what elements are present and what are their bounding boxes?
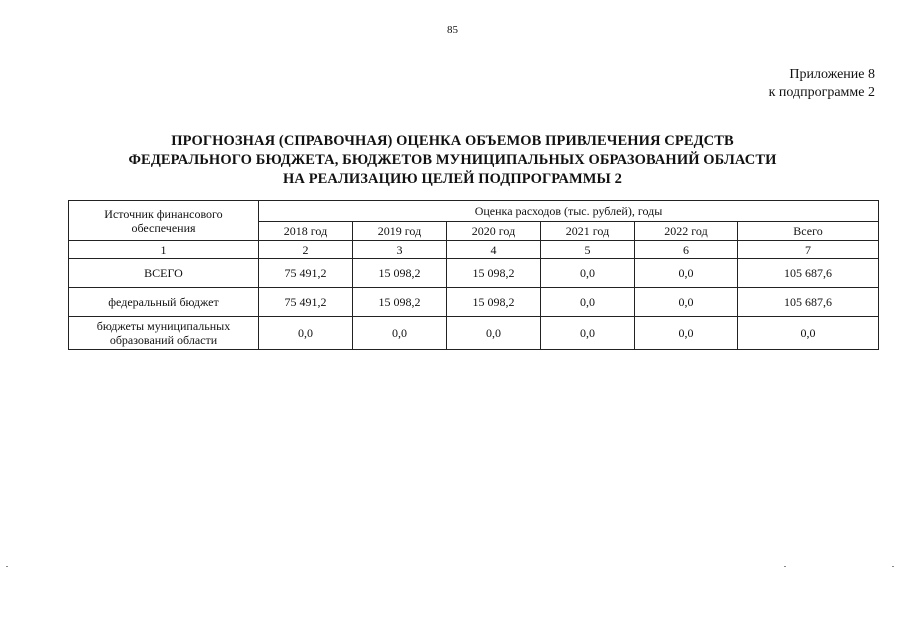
value-cell: 15 098,2 <box>353 288 447 317</box>
value-cell: 0,0 <box>541 288 635 317</box>
scan-mark <box>892 566 894 567</box>
row-label <box>69 317 259 350</box>
column-number-cell: 7 <box>738 241 879 259</box>
total-value-cell: 105 687,6 <box>738 259 879 288</box>
total-header-cell: Всего <box>738 222 879 241</box>
scan-mark <box>784 566 786 567</box>
total-value-cell: 105 687,6 <box>738 288 879 317</box>
title-line-3: НА РЕАЛИЗАЦИЮ ЦЕЛЕЙ ПОДПРОГРАММЫ 2 <box>283 171 622 187</box>
table-row <box>69 317 879 350</box>
column-number-cell: 4 <box>447 241 541 259</box>
column-number-cell: 6 <box>635 241 738 259</box>
expense-group-header: Оценка расходов (тыс. рублей), годы <box>259 201 879 222</box>
title-line-2: ФЕДЕРАЛЬНОГО БЮДЖЕТА, БЮДЖЕТОВ МУНИЦИПАЛЬНЫХ ОБРАЗОВАНИЙ ОБЛАСТИ <box>128 152 777 168</box>
value-cell: 0,0 <box>635 317 738 350</box>
source-header-line-1: Источник финансового <box>104 206 223 221</box>
year-header-cell: 2018 год <box>259 222 353 241</box>
total-value-cell: 0,0 <box>738 317 879 350</box>
year-header-cell: 2020 год <box>447 222 541 241</box>
year-header-cell: 2019 год <box>353 222 447 241</box>
value-cell: 15 098,2 <box>447 288 541 317</box>
value-cell: 15 098,2 <box>353 259 447 288</box>
row-label-line-2: образований области <box>109 333 218 347</box>
value-cell: 0,0 <box>635 288 738 317</box>
value-cell: 0,0 <box>635 259 738 288</box>
table-row <box>69 288 879 317</box>
value-cell: 0,0 <box>447 317 541 350</box>
year-header-cell: 2021 год <box>541 222 635 241</box>
appendix-subprogram-line: к подпрограмме 2 <box>768 85 875 100</box>
column-number-cell: 5 <box>541 241 635 259</box>
page-number: 85 <box>447 24 458 36</box>
value-cell: 75 491,2 <box>259 288 353 317</box>
scan-mark <box>6 566 8 567</box>
source-header-line-2: обеспечения <box>131 220 196 235</box>
value-cell: 0,0 <box>541 317 635 350</box>
value-cell: 0,0 <box>541 259 635 288</box>
row-label-line-1: бюджеты муниципальных <box>96 319 231 333</box>
source-header-cell <box>69 201 259 241</box>
row-label: федеральный бюджет <box>69 288 259 317</box>
value-cell: 15 098,2 <box>447 259 541 288</box>
appendix-reference <box>769 66 875 102</box>
value-cell: 0,0 <box>259 317 353 350</box>
column-number-cell: 3 <box>353 241 447 259</box>
document-title <box>60 132 845 189</box>
column-number-cell: 2 <box>259 241 353 259</box>
title-line-1: ПРОГНОЗНАЯ (СПРАВОЧНАЯ) ОЦЕНКА ОБЪЕМОВ ПРИВЛЕЧЕНИЯ СРЕДСТВ <box>171 133 734 149</box>
value-cell: 75 491,2 <box>259 259 353 288</box>
scan-edge-marks <box>0 566 905 568</box>
column-number-row <box>69 241 879 259</box>
budget-table <box>68 200 879 350</box>
table-row <box>69 259 879 288</box>
header-row <box>69 201 879 222</box>
row-label: ВСЕГО <box>69 259 259 288</box>
appendix-line: Приложение 8 <box>789 67 875 82</box>
value-cell: 0,0 <box>353 317 447 350</box>
year-header-cell: 2022 год <box>635 222 738 241</box>
column-number-cell: 1 <box>69 241 259 259</box>
